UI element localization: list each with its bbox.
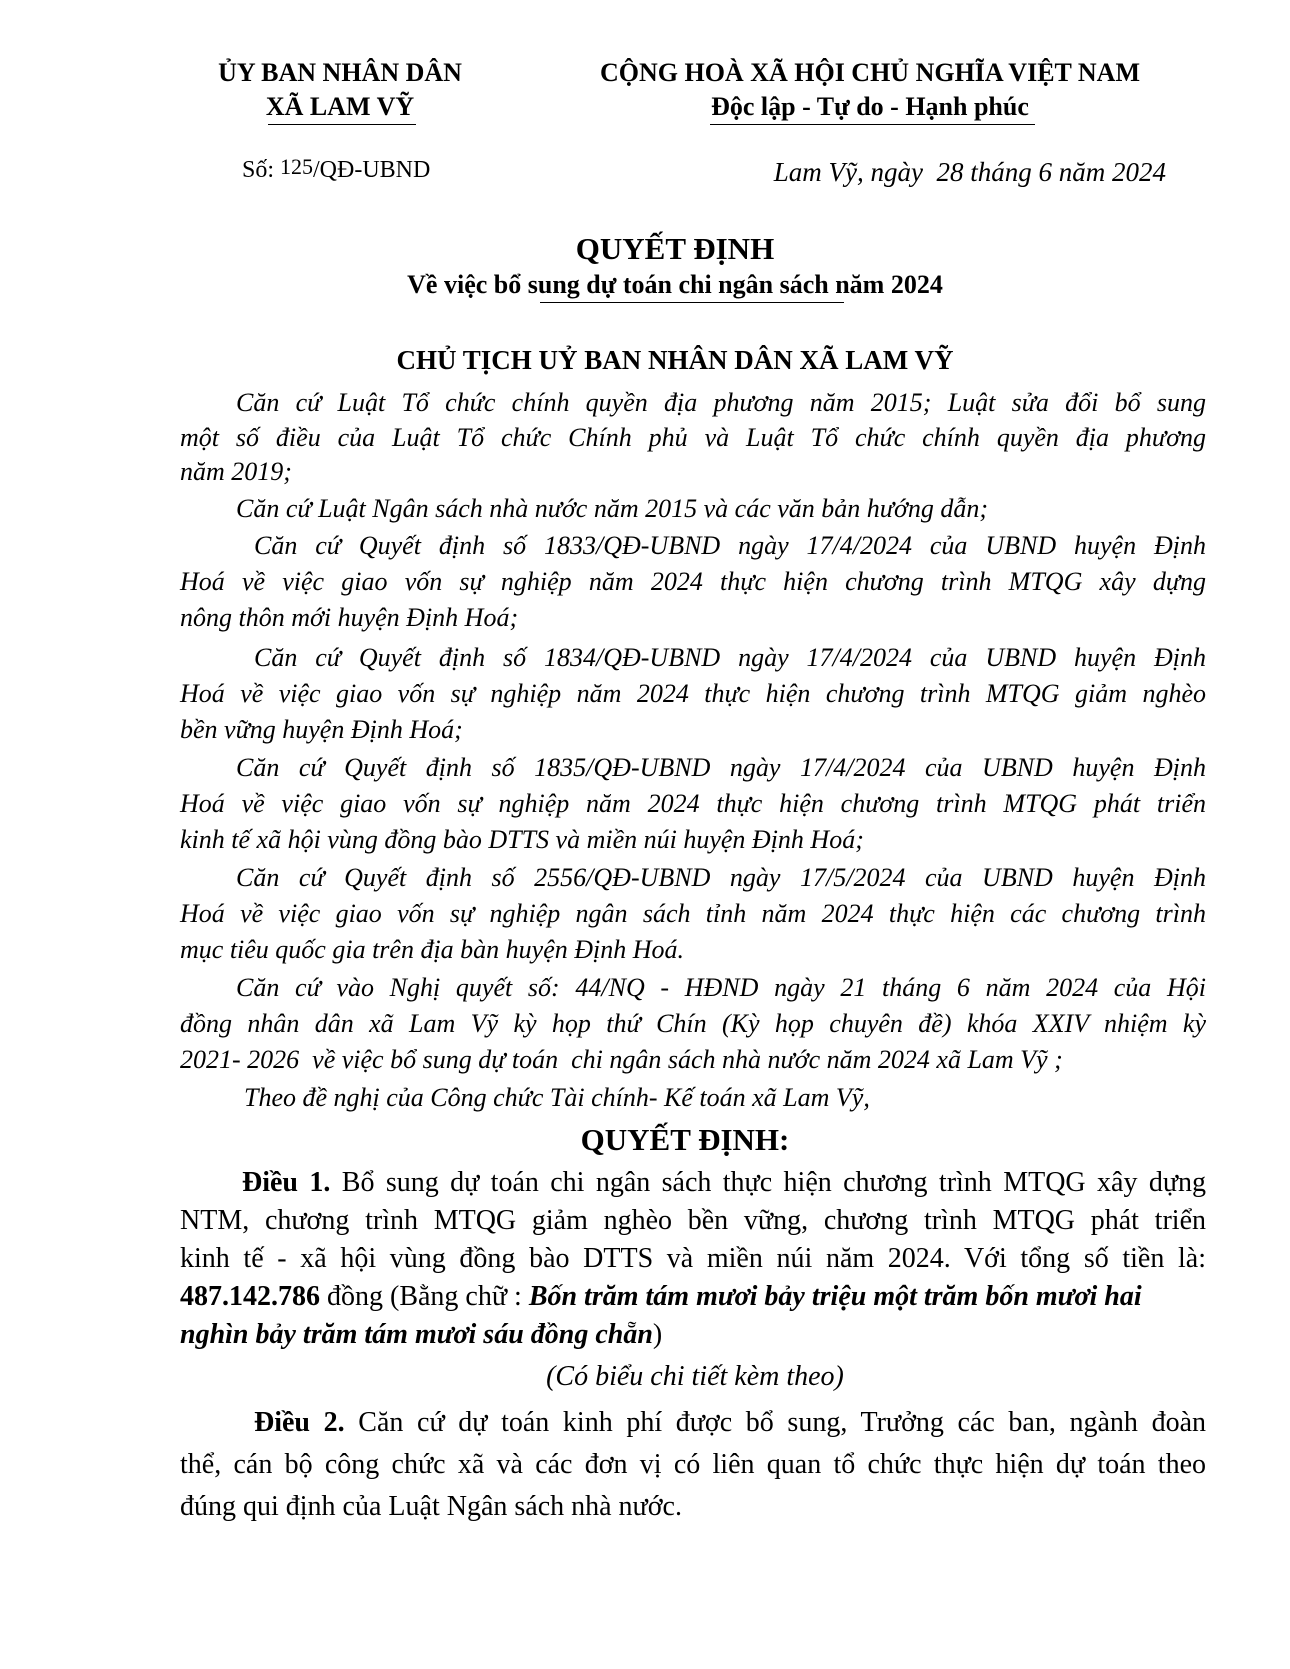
preamble-line-5: Căn cứ Quyết định số 1833/QĐ-UBND ngày 17/4/2024 của UBND huyện Định [254, 531, 1206, 560]
preamble-line-2: một số điều của Luật Tổ chức Chính phủ và Luật Tổ chức chính quyền địa phương [180, 423, 1206, 452]
article1-label: Điều 1. [242, 1167, 331, 1198]
preamble-line-18: đồng nhân dân xã Lam Vỹ kỳ họp thứ Chín (Kỳ họp chuyên đề) khóa XXIV nhiệm kỳ [180, 1009, 1206, 1038]
decision-heading: QUYẾT ĐỊNH: [580, 1122, 790, 1157]
article1-text-1: Bổ sung dự toán chi ngân sách thực hiện chương trình MTQG xây dựng [330, 1167, 1206, 1198]
motto-underline [710, 124, 1035, 125]
preamble-line-12: Hoá về việc giao vốn sự nghiệp năm 2024 thực hiện chương trình MTQG phát triển [180, 789, 1206, 818]
national-title: CỘNG HOÀ XÃ HỘI CHỦ NGHĨA VIỆT NAM [599, 58, 1141, 87]
preamble-line-17: Căn cứ vào Nghị quyết số: 44/NQ - HĐND ngày 21 tháng 6 năm 2024 của Hội [236, 973, 1206, 1002]
preamble-line-14: Căn cứ Quyết định số 2556/QĐ-UBND ngày 17/5/2024 của UBND huyện Định [236, 863, 1206, 892]
preamble-line-11: Căn cứ Quyết định số 1835/QĐ-UBND ngày 17/4/2024 của UBND huyện Định [236, 753, 1206, 782]
article1-line-3: kinh tế - xã hội vùng đồng bào DTTS và miền núi năm 2024. Với tổng số tiền là: [180, 1243, 1206, 1274]
preamble-line-6: Hoá về việc giao vốn sự nghiệp năm 2024 thực hiện chương trình MTQG xây dựng [180, 567, 1206, 596]
article2-line-1 [254, 1404, 1206, 1442]
amount-words-prefix: đồng (Bằng chữ : [320, 1281, 529, 1312]
preamble-line-8: Căn cứ Quyết định số 1834/QĐ-UBND ngày 17/4/2024 của UBND huyện Định [254, 643, 1206, 672]
article2-line-2: thể, cán bộ công chức xã và các đơn vị có liên quan tổ chức thực hiện dự toán theo [180, 1449, 1206, 1480]
issuer-underline [268, 124, 416, 125]
article1-line-2: NTM, chương trình MTQG giảm nghèo bền vững, chương trình MTQG phát triển [180, 1205, 1206, 1236]
article1-line-4 [180, 1278, 1206, 1316]
document-title: QUYẾT ĐỊNH [575, 231, 775, 266]
number-prefix: Số: [242, 157, 281, 183]
article2-line-3: đúng qui định của Luật Ngân sách nhà nước. [180, 1491, 682, 1522]
number-suffix: /QĐ-UBND [313, 157, 431, 183]
preamble-line-10: bền vững huyện Định Hoá; [180, 715, 463, 744]
article1-line-5 [180, 1316, 1206, 1354]
number-handwritten: 125 [280, 154, 314, 179]
subtitle-underline [540, 302, 844, 303]
place-date: Lam Vỹ, ngày 28 tháng 6 năm 2024 [773, 157, 1166, 187]
preamble-line-16: mục tiêu quốc gia trên địa bàn huyện Định Hoá. [180, 935, 685, 964]
preamble-line-3: năm 2019; [180, 457, 292, 486]
document-number [242, 153, 430, 187]
total-amount: 487.142.786 [180, 1281, 320, 1312]
amount-in-words-1: Bốn trăm tám mươi bảy triệu một trăm bốn mươi hai [528, 1281, 1142, 1312]
issuer-line-1: ỦY BAN NHÂN DÂN [218, 58, 462, 87]
amount-words-close: ) [652, 1319, 663, 1350]
preamble-line-19: 2021- 2026 về việc bổ sung dự toán chi ngân sách nhà nước năm 2024 xã Lam Vỹ ; [180, 1045, 1063, 1074]
national-motto-block [570, 56, 1170, 124]
article2-label: Điều 2. [254, 1407, 345, 1438]
article1-line-1 [242, 1164, 1206, 1202]
preamble-line-20: Theo đề nghị của Công chức Tài chính- Kế toán xã Lam Vỹ, [244, 1083, 870, 1112]
preamble-line-7: nông thôn mới huyện Định Hoá; [180, 603, 519, 632]
attachment-note: (Có biểu chi tiết kèm theo) [546, 1361, 844, 1392]
document-subtitle: Về việc bổ sung dự toán chi ngân sách năm 2024 [407, 270, 943, 299]
issuer-line-2: XÃ LAM VỸ [265, 92, 415, 121]
article2-text-1: Căn cứ dự toán kinh phí được bổ sung, Trưởng các ban, ngành đoàn [344, 1407, 1206, 1438]
preamble-line-13: kinh tế xã hội vùng đồng bào DTTS và miền núi huyện Định Hoá; [180, 825, 864, 854]
preamble-line-15: Hoá về việc giao vốn sự nghiệp ngân sách tỉnh năm 2024 thực hiện các chương trình [180, 899, 1206, 928]
amount-in-words-2: nghìn bảy trăm tám mươi sáu đồng chẵn [180, 1319, 653, 1350]
national-motto: Độc lập - Tự do - Hạnh phúc [711, 92, 1029, 121]
preamble-line-4: Căn cứ Luật Ngân sách nhà nước năm 2015 và các văn bản hướng dẫn; [236, 494, 988, 523]
issuing-authority: CHỦ TỊCH UỶ BAN NHÂN DÂN XÃ LAM VỸ [396, 345, 954, 375]
preamble-line-1: Căn cứ Luật Tổ chức chính quyền địa phương năm 2015; Luật sửa đổi bổ sung [236, 388, 1206, 417]
preamble-line-9: Hoá về việc giao vốn sự nghiệp năm 2024 thực hiện chương trình MTQG giảm nghèo [180, 679, 1206, 708]
issuer-block [190, 56, 490, 124]
